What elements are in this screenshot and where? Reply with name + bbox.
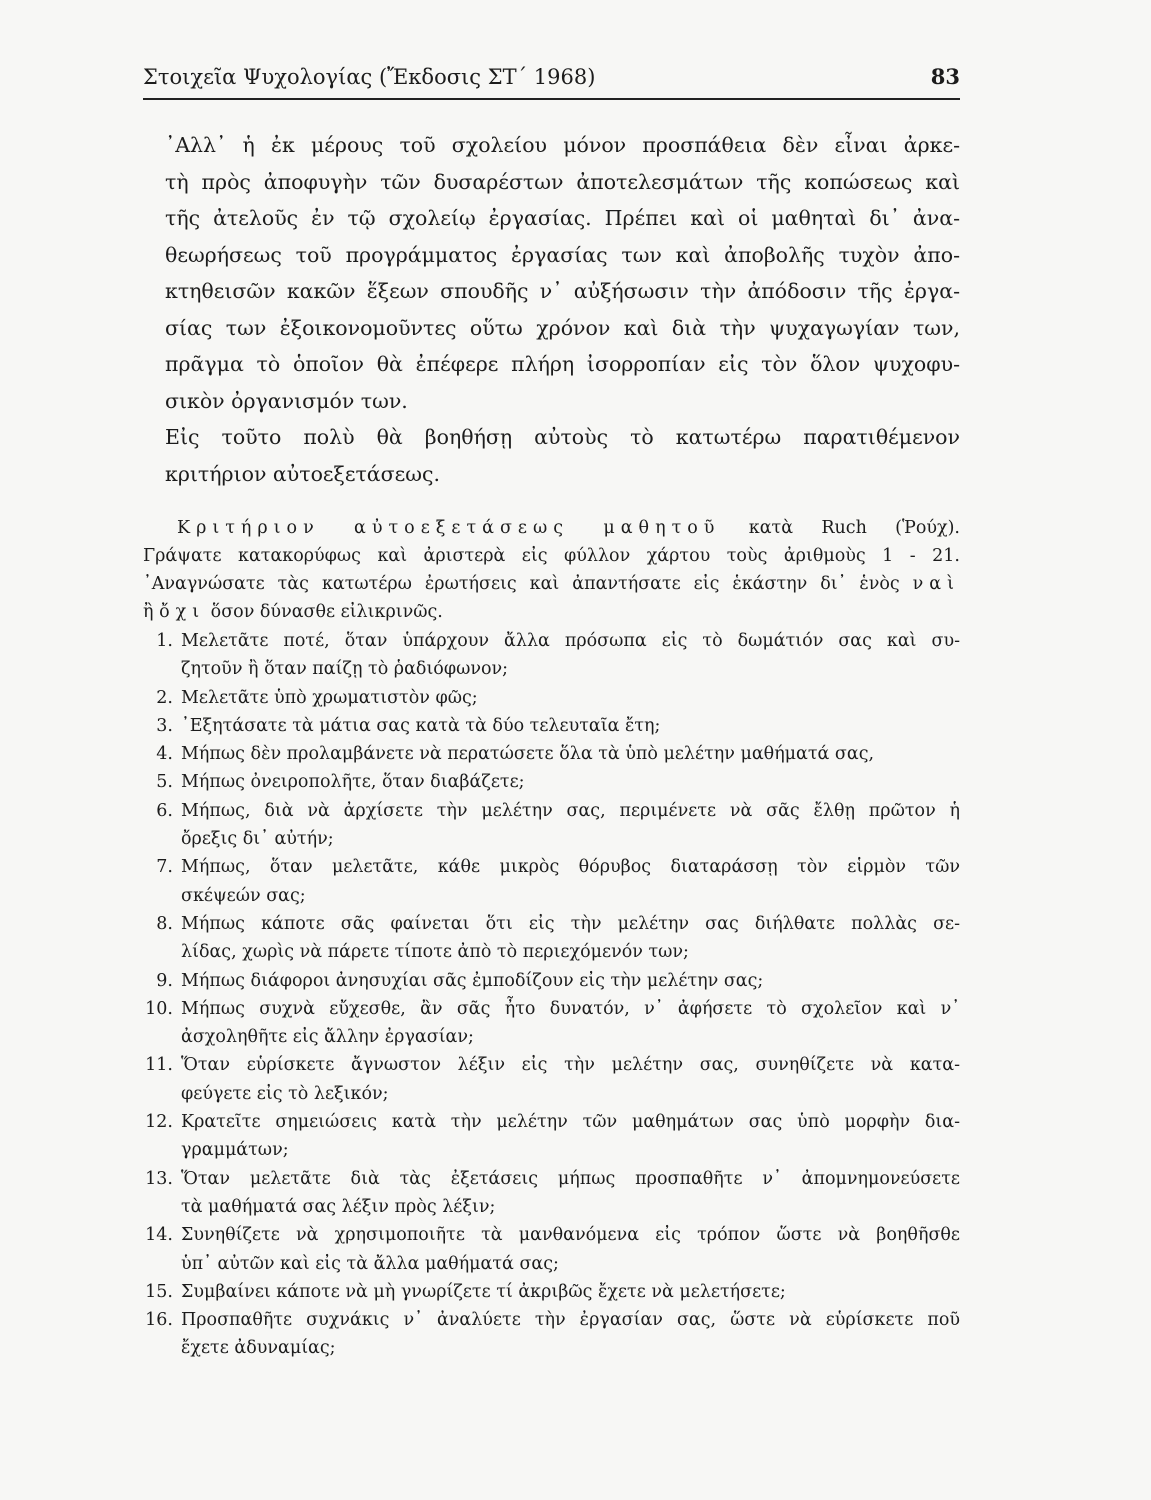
text-line: πρᾶγμα τὸ ὁποῖον θὰ ἐπέφερε πλήρη ἰσορροπίαν εἰς τὸν ὅλον ψυχοφυ- <box>165 352 960 376</box>
text-line: κριτήριον αὐτοεξετάσεως. <box>165 461 440 486</box>
criterion-heading <box>143 514 960 542</box>
question-number: 10. <box>145 998 173 1019</box>
question-number: 15. <box>145 1281 173 1302</box>
running-title: Στοιχεῖα Ψυχολογίας (Ἔκδοσις ΣΤ΄ 1968) <box>143 65 596 89</box>
question-line: Μήπως δὲν προλαμβάνετε νὰ περατώσετε ὅλα τὰ ὑπὸ μελέτην μαθήματά σας, <box>181 744 875 765</box>
question-item <box>143 1278 960 1306</box>
running-head <box>143 64 960 89</box>
answer-or: ἢ <box>143 602 154 622</box>
question-item <box>143 1051 960 1108</box>
question-number: 1. <box>156 631 173 651</box>
question-line: Συνηθίζετε νὰ χρησιμοποιῆτε τὰ μανθανόμενα εἰς τρόπον ὥστε νὰ βοηθῆσθε <box>181 1225 960 1246</box>
question-text <box>173 712 960 740</box>
question-item <box>143 797 960 854</box>
criterion-author: κατὰ Ruch (Ῥούχ). <box>748 518 960 538</box>
instruction-line <box>143 570 960 598</box>
question-number: 8. <box>156 913 173 934</box>
question-number: 16. <box>145 1310 173 1331</box>
question-number: 7. <box>156 857 173 878</box>
question-item <box>143 995 960 1052</box>
question-line: λίδας, χωρὶς νὰ πάρετε τίποτε ἀπὸ τὸ περιεχόμενόν των; <box>181 942 689 963</box>
question-line: Συμβαίνει κάποτε νὰ μὴ γνωρίζετε τί ἀκριβῶς ἔχετε νὰ μελετήσετε; <box>181 1281 786 1302</box>
question-line: τὰ μαθήματά σας λέξιν πρὸς λέξιν; <box>181 1196 496 1217</box>
question-number: 9. <box>156 970 173 991</box>
question-line: Μελετᾶτε ὑπὸ χρωματιστὸν φῶς; <box>181 687 478 708</box>
text-line: σίας των ἐξοικονομοῦντες οὕτω χρόνον καὶ διὰ τὴν ψυχαγωγίαν των, <box>165 315 960 340</box>
page-number: 83 <box>930 64 960 89</box>
question-text <box>173 797 960 854</box>
question-item <box>143 712 960 740</box>
question-text <box>173 1108 960 1165</box>
question-number: 13. <box>145 1168 173 1189</box>
text-line: ᾿Αλλ᾿ ἡ ἐκ μέρους τοῦ σχολείου μόνον προσπάθεια δὲν εἶναι ἀρκε- <box>165 133 960 157</box>
paragraph-1 <box>143 127 960 419</box>
question-item <box>143 1165 960 1222</box>
question-line: ἀσχοληθῆτε εἰς ἄλλην ἐργασίαν; <box>181 1027 474 1048</box>
question-item <box>143 910 960 967</box>
question-text <box>173 1165 960 1222</box>
question-line: ᾿Εξητάσατε τὰ μάτια σας κατὰ τὰ δύο τελευταῖα ἔτη; <box>181 715 661 736</box>
question-line: φεύγετε εἰς τὸ λεξικόν; <box>181 1083 389 1104</box>
question-item <box>143 627 960 684</box>
question-line: Μήπως συχνὰ εὔχεσθε, ἂν σᾶς ἦτο δυνατόν, ν᾿ ἀφήσετε τὸ σχολεῖον καὶ ν᾿ <box>181 998 960 1019</box>
question-line: Ὅταν εὑρίσκετε ἄγνωστον λέξιν εἰς τὴν μελέτην σας, συνηθίζετε νὰ κατα- <box>181 1055 960 1076</box>
question-number: 14. <box>145 1225 173 1246</box>
question-line: ζητοῦν ἢ ὅταν παίζῃ τὸ ῥαδιόφωνον; <box>181 659 509 680</box>
question-line: Μήπως ὀνειροπολῆτε, ὅταν διαβάζετε; <box>181 772 525 793</box>
question-line: Ὅταν μελετᾶτε διὰ τὰς ἐξετάσεις μήπως προσπαθῆτε ν᾿ ἀπομνημονεύσετε <box>181 1168 960 1189</box>
question-line: Μελετᾶτε ποτέ, ὅταν ὑπάρχουν ἄλλα πρόσωπα εἰς τὸ δωμάτιόν σας καὶ συ- <box>181 631 960 651</box>
instruction-text: ὅσον δύνασθε εἰλικρινῶς. <box>210 602 443 622</box>
question-item <box>143 740 960 768</box>
instruction-text: ᾿Αναγνώσατε τὰς κατωτέρω ἐρωτήσεις καὶ ἀπαντήσατε εἰς ἑκάστην δι᾿ ἑνὸς <box>143 574 900 594</box>
question-item <box>143 853 960 910</box>
question-item <box>143 967 960 995</box>
question-text <box>173 995 960 1052</box>
body-text <box>143 127 960 492</box>
instruction-line <box>143 598 960 626</box>
question-text <box>173 627 960 684</box>
question-item <box>143 1108 960 1165</box>
question-item <box>143 768 960 796</box>
question-number: 6. <box>156 800 173 821</box>
question-line: Προσπαθῆτε συχνάκις ν᾿ ἀναλύετε τὴν ἐργασίαν σας, ὥστε νὰ εὑρίσκετε ποῦ <box>181 1310 960 1331</box>
text-line: θεωρήσεως τοῦ προγράμματος ἐργασίας των καὶ ἀποβολῆς τυχὸν ἀπο- <box>165 242 960 267</box>
question-text <box>173 1221 960 1278</box>
question-line: γραμμάτων; <box>181 1140 289 1161</box>
question-text <box>173 768 960 796</box>
question-line: σκέψεών σας; <box>181 885 306 906</box>
header-rule <box>143 98 960 100</box>
question-item <box>143 1221 960 1278</box>
criterion-block <box>143 514 960 626</box>
question-text <box>173 967 960 995</box>
question-text <box>173 1278 960 1306</box>
question-item <box>143 1306 960 1363</box>
question-number: 11. <box>145 1055 173 1076</box>
text-line: τὴ πρὸς ἀποφυγὴν τῶν δυσαρέστων ἀποτελεσμάτων τῆς κοπώσεως καὶ <box>165 169 960 194</box>
question-list <box>143 627 960 1363</box>
text-line: τῆς ἀτελοῦς ἐν τῷ σχολείῳ ἐργασίας. Πρέπει καὶ οἱ μαθηταὶ δι᾿ ἀνα- <box>165 206 960 230</box>
question-text <box>173 1051 960 1108</box>
question-text <box>173 1306 960 1363</box>
question-item <box>143 684 960 712</box>
text-line: Εἰς τοῦτο πολὺ θὰ βοηθήσῃ αὐτοὺς τὸ κατωτέρω παρατιθέμενον <box>165 425 960 449</box>
question-number: 4. <box>156 744 173 765</box>
question-text <box>173 740 960 768</box>
question-line: Μήπως διάφοροι ἀνησυχίαι σᾶς ἐμποδίζουν εἰς τὴν μελέτην σας; <box>181 970 764 991</box>
question-line: Μήπως, ὅταν μελετᾶτε, κάθε μικρὸς θόρυβος διαταράσσῃ τὸν εἱρμὸν τῶν <box>181 857 960 878</box>
question-text <box>173 684 960 712</box>
question-number: 5. <box>156 772 173 793</box>
question-line: ἔχετε ἀδυναμίας; <box>181 1338 336 1359</box>
question-text <box>173 910 960 967</box>
question-text <box>173 853 960 910</box>
text-line: κτηθεισῶν κακῶν ἕξεων σπουδῆς ν᾿ αὐξήσωσιν τὴν ἀπόδοσιν τῆς ἐργα- <box>165 279 960 303</box>
question-number: 12. <box>145 1112 173 1133</box>
answer-yes: ναὶ <box>912 574 960 594</box>
question-line: ὄρεξις δι᾿ αὐτήν; <box>181 829 334 850</box>
question-number: 2. <box>156 687 173 708</box>
question-line: Κρατεῖτε σημειώσεις κατὰ τὴν μελέτην τῶν μαθημάτων σας ὑπὸ μορφὴν δια- <box>181 1112 960 1133</box>
question-number: 3. <box>156 715 173 736</box>
question-line: ὑπ᾿ αὐτῶν καὶ εἰς τὰ ἄλλα μαθήματά σας; <box>181 1253 559 1274</box>
question-line: Μήπως, διὰ νὰ ἀρχίσετε τὴν μελέτην σας, περιμένετε νὰ σᾶς ἔλθῃ πρῶτον ἡ <box>181 800 960 821</box>
answer-no: ὄχι <box>159 602 206 622</box>
question-line: Μήπως κάποτε σᾶς φαίνεται ὅτι εἰς τὴν μελέτην σας διήλθατε πολλὰς σε- <box>181 913 960 934</box>
instruction-line: Γράψατε κατακορύφως καὶ ἀριστερὰ εἰς φύλλον χάρτου τοὺς ἀριθμοὺς 1 - 21. <box>143 546 960 566</box>
criterion-title: Κριτήριον αὐτοεξετάσεως μαθητοῦ <box>177 518 721 538</box>
text-line: σικὸν ὀργανισμόν των. <box>165 388 408 413</box>
paragraph-2 <box>143 419 960 492</box>
